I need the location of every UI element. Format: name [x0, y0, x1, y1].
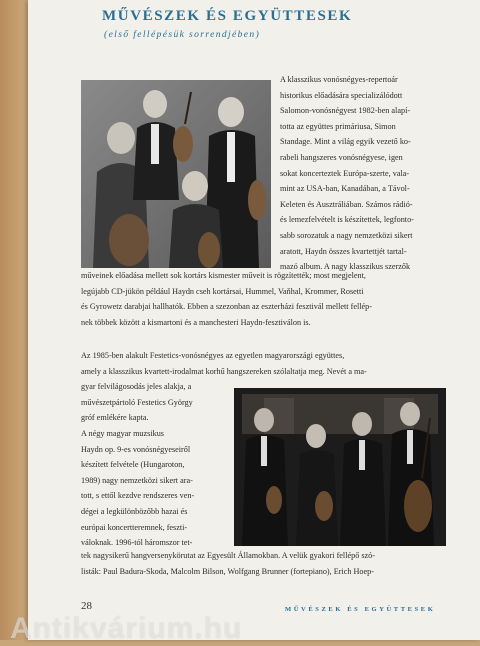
- text-line: váloknak. 1996-tól háromszor tet-: [81, 538, 193, 548]
- salomon-paragraph-full: [81, 268, 451, 330]
- text-line: Standage. Mint a világ egyik vezető ko-: [280, 137, 411, 147]
- page-number: 28: [81, 600, 92, 612]
- salomon-paragraph-right: [280, 72, 450, 275]
- text-line: rabeli hangszeres vonósnégyese, igen: [280, 152, 403, 162]
- text-line: amely a klasszikus kvartett-irodalmat korhű hangszereken szólaltatja meg. Nevét a ma-: [81, 366, 367, 376]
- text-line: készített felvétele (Hungaroton,: [81, 460, 185, 470]
- text-line: gróf emlékére kapta.: [81, 413, 149, 423]
- text-line: gyar felvilágosodás jeles alakja, a: [81, 382, 192, 392]
- salomon-quartet-photo: [81, 80, 271, 268]
- text-line: 1989) nagy nemzetközi sikert ara-: [81, 475, 193, 485]
- text-line: Keleten és Ausztráliában. Számos rádió-: [280, 199, 413, 209]
- text-line: nek többek között a kismartoni és a manchesteri Haydn-fesztiválon is.: [81, 317, 311, 327]
- text-line: sabb sorozatuk a nagy nemzetközi sikert: [280, 230, 413, 240]
- text-line: Haydn op. 9-es vonósnégyeseiről: [81, 444, 191, 454]
- text-line: európai koncertteremnek, feszti-: [81, 522, 188, 532]
- text-line: A négy magyar muzsikus: [81, 428, 164, 438]
- text-line: totta az együttes primáriusa, Simon: [280, 121, 396, 131]
- text-line: Salomon-vonósnégyest 1982-ben alapí-: [280, 106, 411, 116]
- page-subtitle: (első fellépésük sorrendjében): [104, 30, 261, 40]
- text-line: A klasszikus vonósnégyes-repertoár: [280, 75, 398, 84]
- text-line: és lemezfelvételt is készítettek, legfonto-: [280, 215, 414, 225]
- text-line: művészetpártoló Festetics György: [81, 397, 193, 407]
- text-line: és Gyrowetz darabjai hallhatók. Ebben a szezonban az eszterházi fesztivál mellett fellép-: [81, 302, 372, 312]
- text-line: sokat koncerteztek Európa-szerte, vala-: [280, 168, 410, 178]
- text-line: aratott, Haydn összes kvartettjét tartal-: [280, 246, 407, 256]
- text-line: Az 1985-ben alakult Festetics-vonósnégyes az egyetlen magyarországi együttes,: [81, 351, 345, 360]
- text-line: dégei a legkülönbözőbb hazai és: [81, 506, 188, 516]
- text-line: műveinek előadása mellett sok kortárs kismester műveit is rögzítették; most megjelent,: [81, 271, 366, 280]
- text-line: tek nagysikerű hangversenykörutat az Egyesült Államokban. A velük gyakori fellépő szó-: [81, 551, 375, 560]
- text-line: listák: Paul Badura-Skoda, Malcolm Bilson, Wolfgang Brunner (fortepiano), Erich Hoep-: [81, 566, 374, 576]
- text-line: mazó album. A nagy klasszikus szerzők: [280, 262, 411, 272]
- text-line: legújabb CD-jükön például Haydn cseh kortársai, Hummel, Vaňhal, Krommer, Rosetti: [81, 286, 364, 296]
- page-title: MŰVÉSZEK ÉS EGYÜTTESEK: [102, 8, 353, 24]
- text-line: tott, s ettől kezdve rendszeres ven-: [81, 491, 195, 501]
- text-line: historikus előadására specializálódott: [280, 90, 403, 100]
- festetics-quartet-photo: [234, 388, 446, 546]
- text-line: mint az USA-ban, Kanadában, a Távol-: [280, 184, 410, 194]
- festetics-paragraph-full: [81, 548, 451, 579]
- running-footer-title: MŰVÉSZEK ÉS EGYÜTTESEK: [285, 606, 436, 613]
- book-page: [28, 0, 480, 640]
- watermark-text: Antikvárium.hu: [10, 612, 243, 645]
